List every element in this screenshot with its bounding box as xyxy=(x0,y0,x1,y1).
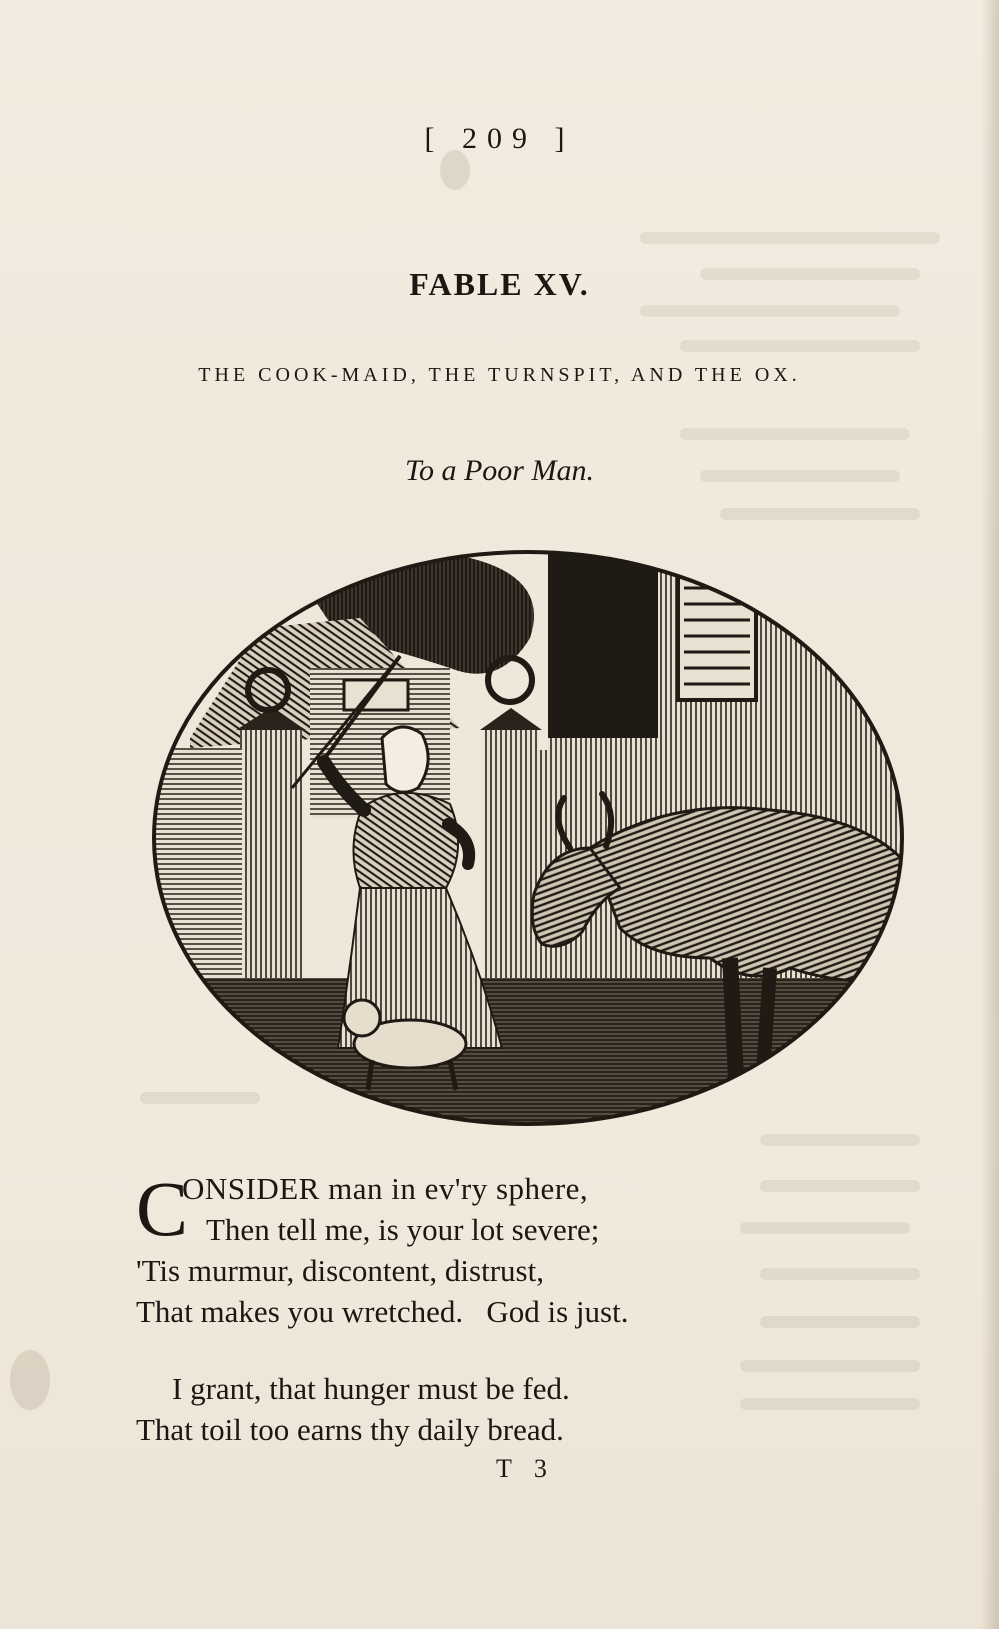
stanza-2 xyxy=(136,1368,916,1450)
drop-cap: C xyxy=(136,1165,189,1252)
gate-pillar-right xyxy=(484,728,538,998)
poem-line: Then tell me, is your lot severe; xyxy=(206,1212,600,1247)
woodcut-illustration xyxy=(150,548,906,1128)
poem-line: 'Tis murmur, discontent, distrust, xyxy=(136,1253,544,1288)
fable-subtitle: THE COOK-MAID, THE TURNSPIT, AND THE OX. xyxy=(198,364,801,386)
doorway-dark xyxy=(548,548,658,738)
gate-pillar-left xyxy=(240,728,302,978)
poem xyxy=(136,1165,916,1450)
dedication: To a Poor Man. xyxy=(405,454,594,487)
fable-heading: FABLE XV. xyxy=(409,266,590,302)
poem-line: I grant, that hunger must be fed. xyxy=(172,1371,570,1406)
poem-line: That makes you wretched. God is just. xyxy=(136,1294,629,1329)
ground xyxy=(150,978,906,1128)
signature-mark: T 3 xyxy=(496,1454,555,1483)
page-edge-shadow xyxy=(981,0,999,1629)
page-number: [ 209 ] xyxy=(424,122,575,155)
stanza-1 xyxy=(136,1165,916,1332)
poem-line: That toil too earns thy daily bread. xyxy=(136,1412,564,1447)
poem-line: ONSIDER man in ev'ry sphere, xyxy=(182,1171,589,1206)
wall-left xyxy=(150,748,242,978)
